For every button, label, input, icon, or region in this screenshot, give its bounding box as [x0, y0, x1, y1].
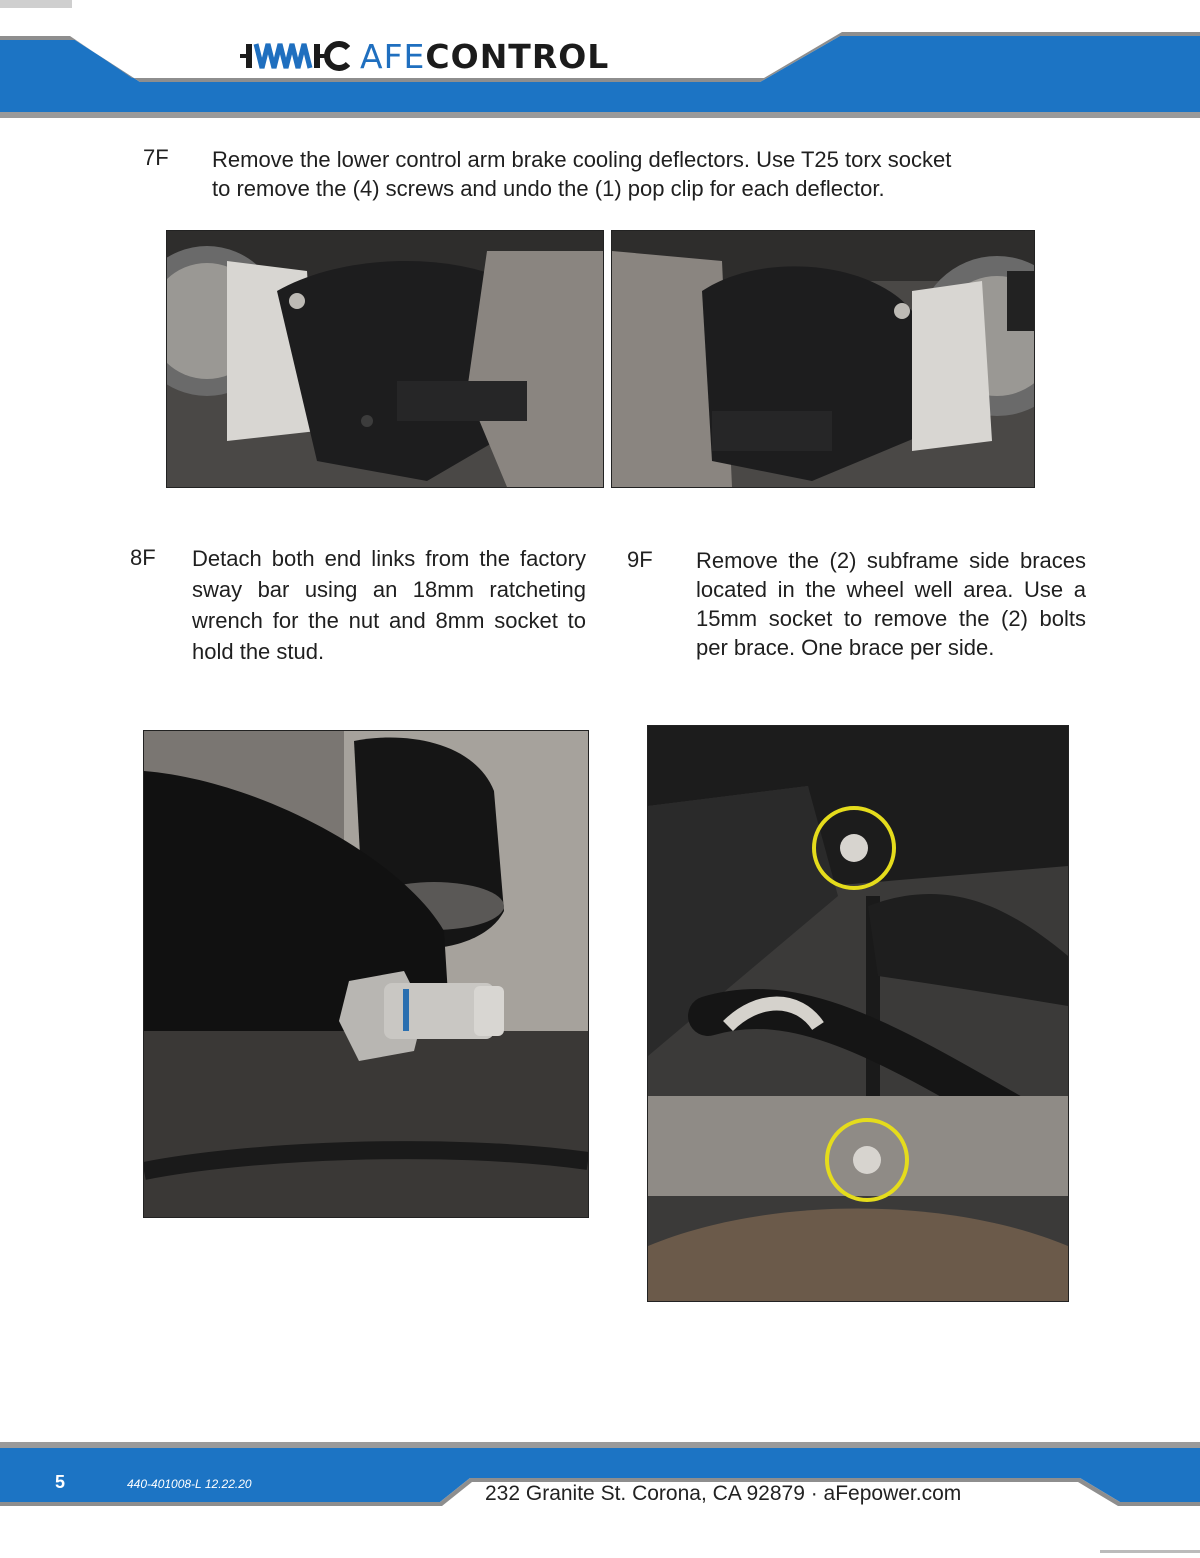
- page-number: 5: [55, 1472, 66, 1492]
- document-id: 440-401008-L 12.22.20: [127, 1477, 252, 1491]
- afe-control-logo: [240, 36, 609, 76]
- afe-logo-icon: [240, 38, 350, 74]
- step-7f-number: 7F: [143, 145, 169, 170]
- step-9f-photo: [647, 725, 1069, 1302]
- step-8f-number: 8F: [130, 545, 156, 570]
- step-9f-text: Remove the (2) subframe side braces located in the wheel well area. Use a 15mm socket to remove the (2) bolts per brace. One brace per side.: [696, 548, 1086, 660]
- page-header: [0, 0, 1200, 118]
- brand-prefix: AFE: [360, 36, 426, 76]
- step-8f-photo: [143, 730, 589, 1218]
- company-address: 232 Granite St. Corona, CA 92879 · aFepower.com: [485, 1482, 962, 1505]
- step-9f-number: 9F: [627, 547, 653, 572]
- step-7f-line-1: Remove the lower control arm brake cooling deflectors. Use T25 torx socket: [212, 147, 952, 172]
- step-7f-line-2: to remove the (4) screws and undo the (1) pop clip for each deflector.: [212, 176, 885, 201]
- step-7f-text: [212, 145, 1092, 203]
- step-7f-photo-right: [611, 230, 1035, 488]
- step-7f-photo-left: [166, 230, 604, 488]
- step-8f-text: Detach both end links from the factory sway bar using an 18mm ratcheting wrench for the nut and 8mm socket to hold the stud.: [192, 546, 586, 664]
- brand-suffix: CONTROL: [425, 36, 610, 76]
